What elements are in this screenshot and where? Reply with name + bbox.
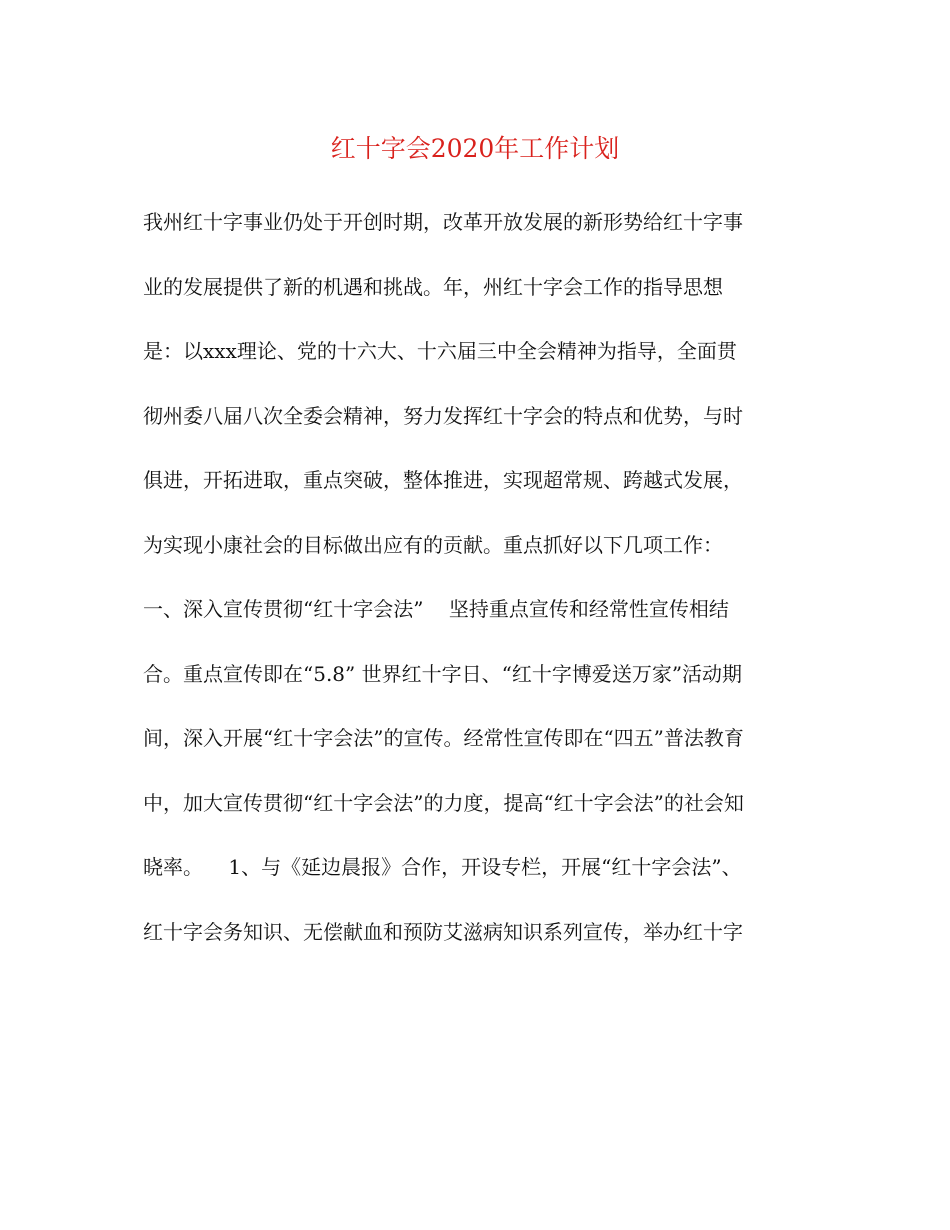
- body-line: 彻州委八届八次全委会精神，努力发挥红十字会的特点和优势，与时: [143, 403, 743, 428]
- body-line: 合。重点宣传即在“5.8” 世界红十字日、“红十字博爱送万家”活动期: [143, 661, 743, 686]
- body-line: 是：以xxx理论、党的十六大、十六届三中全会精神为指导，全面贯: [143, 339, 737, 363]
- body-line: 为实现小康社会的目标做出应有的贡献。重点抓好以下几项工作：: [143, 532, 723, 557]
- body-line: 俱进，开拓进取，重点突破，整体推进，实现超常规、跨越式发展，: [143, 468, 743, 492]
- body-line: 我州红十字事业仍处于开创时期，改革开放发展的新形势给红十字事: [143, 210, 743, 234]
- document-title: 红十字会2020年工作计划: [330, 134, 620, 163]
- body-line: 中，加大宣传贯彻“红十字会法”的力度，提高“红十字会法”的社会知: [143, 790, 744, 815]
- body-line: 晓率。 1、与《延边晨报》合作，开设专栏，开展“红十字会法”、: [143, 855, 742, 879]
- body-line: 业的发展提供了新的机遇和挑战。年，州红十字会工作的指导思想: [143, 274, 723, 299]
- body-line: 间，深入开展“红十字会法”的宣传。经常性宣传即在“四五”普法教育: [143, 726, 744, 750]
- body-line: 一、深入宣传贯彻“红十字会法” 坚持重点宣传和经常性宣传相结: [143, 597, 729, 621]
- body-line: 红十字会务知识、无偿献血和预防艾滋病知识系列宣传，举办红十字: [143, 919, 743, 944]
- document-body: [143, 190, 803, 964]
